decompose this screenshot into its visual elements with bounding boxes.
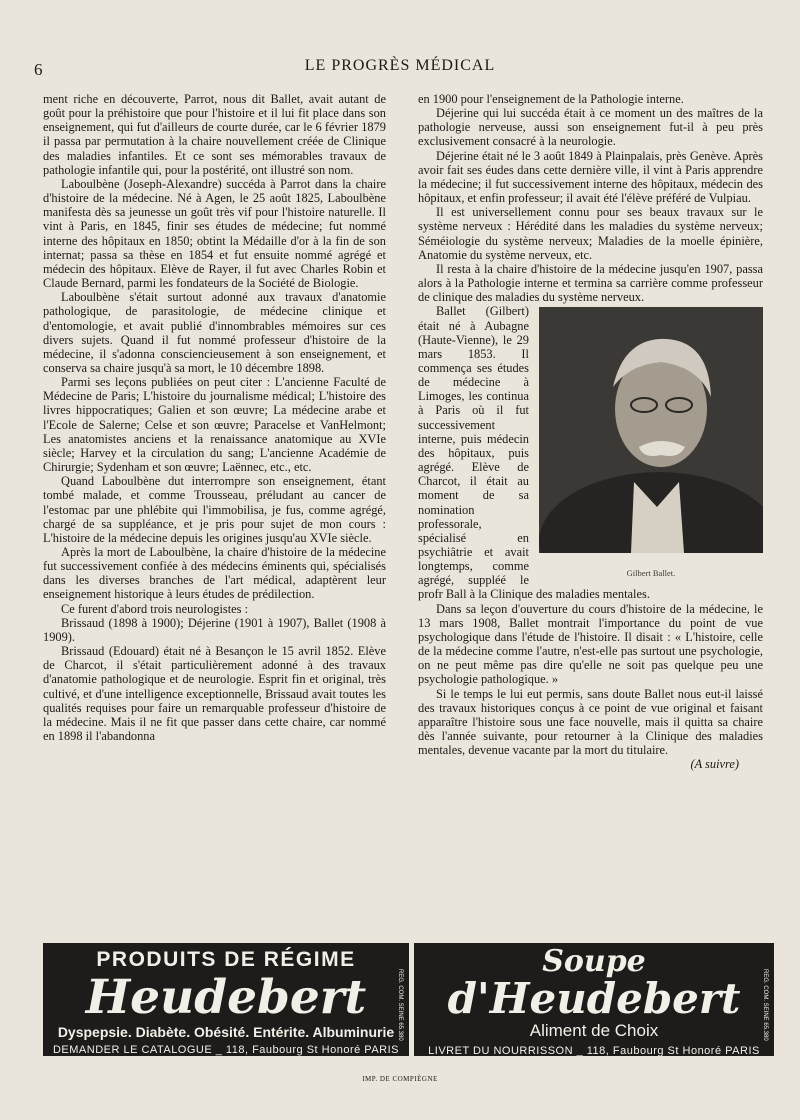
paragraph: Après la mort de Laboulbène, la chaire d'histoire de la médecine fut successivement confiée à des médecins éminents qui, spécialisés dans les diverses branches de l'art médical, adaptèrent leur enseignement historique à leurs études de prédilection. bbox=[43, 545, 386, 602]
portrait-illustration bbox=[539, 307, 763, 553]
paragraph: Ce furent d'abord trois neurologistes : bbox=[61, 601, 249, 616]
paragraph: Il est universellement connu pour ses beaux travaux sur le système nerveux : Hérédité dans les maladies du système nerveux; Séméiologie du système nerveux; Maladies de la moelle épinière, Anatomie du système nerveux, etc. bbox=[418, 205, 763, 262]
paragraph: en 1900 pour l'enseignement de la Pathologie interne. bbox=[418, 92, 684, 106]
paragraph: Brissaud (1898 à 1900); Déjerine (1901 à 1907), Ballet (1908 à 1909). bbox=[43, 615, 386, 644]
ad-registration: REG. COM. SEINE 65.380 bbox=[762, 969, 768, 1041]
paragraph: Laboulbène (Joseph-Alexandre) succéda à Parrot dans la chaire d'histoire de la médecine. Né à Agen, le 25 août 1825, Laboulbène manifesta dès sa jeunesse un goût très vif pour l'histoire naturelle. Il vint à Paris, en 1845, finir ses études de médecine; fut nommé interne des hôpitaux en 1850; obtint la Médaille d'or à la fin de son internat; passa sa thèse en 1854 et fut ensuite nommé agrégé et médecin des hôpitaux. Elève de Rayer, il fut avec Charles Robin et Claude Bernard, parmi les fondateurs de la Société de Biologie. bbox=[43, 176, 386, 291]
ad-heading: Soupe bbox=[542, 944, 646, 979]
paragraph: Parmi ses leçons publiées on peut citer : L'ancienne Faculté de Médecine de Paris; L'histoire du journalisme médical; L'histoire des livres hippocratiques; Galien et son œuvre; La médecine arabe et l'Ecole de Salerne; Celse et son œuvre; Paracelse et VanHelmont; Les anatomistes anciens et la renaissance anatomique au XVIe siècle; Harvey et la circulation du sang; L'ancienne Académie de Chirurgie; Sydenham et son œuvre; Laënnec, etc., etc. bbox=[43, 375, 386, 475]
imprint: IMP. DE COMPIÈGNE bbox=[362, 1075, 438, 1083]
right-column bbox=[418, 92, 763, 772]
left-column bbox=[43, 92, 386, 743]
paragraph: Ballet (Gilbert) était né à Aubagne (Haute-Vienne), le 29 mars 1853. Il commença ses études de médecine à Limoges, les continua à Paris où il fut successivement interne, puis médecin des hôpitaux, puis agrégé. Elève de Charcot, il était au moment de sa nomination professorale, spécialisé en psychiâtrie et avait longtemps, comme agrégé, suppléé le profr Ball à la Clinique des maladies mentales. bbox=[418, 304, 650, 602]
running-head: LE PROGRÈS MÉDICAL bbox=[304, 57, 496, 74]
paragraph: Laboulbène s'était surtout adonné aux travaux d'anatomie pathologique, de parasitologie, de médecine clinique et d'entomologie, et avait publié d'innombrables mémoires sur ces divers sujets. Quand il fut nommé professeur d'histoire de la médecine, il s'adonna consciencieusement à son enseignement, et conserva sa chaire jusqu'à sa mort, le 10 décembre 1898. bbox=[43, 290, 386, 375]
paragraph: Déjerine était né le 3 août 1849 à Plainpalais, près Genève. Après avoir fait ses éudes dans cette dernière ville, il vint à Paris apprendre la médecine; il fut successivement interne des hôpitaux, médecin des hôpitaux, et enfin professeur; il avait été l'élève préféré de Vulpiau. bbox=[418, 148, 763, 206]
advertisement-heudebert-soup bbox=[414, 943, 774, 1056]
page-number: 6 bbox=[34, 60, 43, 79]
paragraph: Déjerine qui lui succéda était à ce moment un des maîtres de la pathologie nerveuse, aussi son enseignement fut-il à peu près exclusivement consacré à la neurologie. bbox=[418, 106, 763, 149]
ad-brand: d'Heudebert bbox=[447, 974, 741, 1023]
ad-list: Dyspepsie. Diabète. Obésité. Entérite. Albuminurie bbox=[57, 1024, 395, 1040]
paragraph: Quand Laboulbène dut interrompre son enseignement, étant tombé malade, et comme Trousseau, préludant au cancer de l'estomac par une phlébite qui l'immobilisa, je fus, comme agrégé, chargé de sa suppléance, et je pris pour sujet de mon cours : L'histoire de la médecine depuis les origines jusqu'au XVIe siècle. bbox=[43, 474, 386, 545]
paragraph: Il resta à la chaire d'histoire de la médecine jusqu'en 1907, passa alors à la Pathologie interne et termina sa carrière comme professeur de clinique des maladies du système nerveux. bbox=[418, 261, 763, 305]
paragraph: Dans sa leçon d'ouverture du cours d'histoire de la médecine, le 13 mars 1908, Ballet montrait l'importance du point de vue psychologique dans l'étude de l'histoire. Il disait : « L'histoire, celle de la médecine comme l'autre, n'est-elle pas surtout une psychologie, on ne peut même pas dire qu'elle ne soit pas quelque peu une psychologie pathologique. » bbox=[418, 601, 763, 687]
portrait-photo bbox=[539, 307, 763, 553]
ad-address: DEMANDER LE CATALOGUE _ 118, Faubourg St Honoré PARIS bbox=[52, 1044, 400, 1056]
paragraph: ment riche en découverte, Parrot, nous dit Ballet, avait autant de goût pour la préhistoire que pour l'histoire et il lui fit place dans son enseignement, qui fut d'ailleurs de courte durée, car le 6 février 1879 il passa par permutation à la chaire nouvellement créée de Clinique des maladies infantiles. Et ce sont ses mémorables travaux de pathologie infantile qui, pour la postérité, ont illustré son nom. bbox=[43, 92, 386, 177]
to-be-continued: (A suivre) bbox=[690, 757, 739, 772]
ad-address: LIVRET DU NOURRISSON _ 118, Faubourg St Honoré PARIS bbox=[428, 1045, 760, 1056]
ad-brand: Heudebert bbox=[85, 970, 367, 1025]
ad-registration: REG. COM. SEINE 65.380 bbox=[397, 969, 403, 1041]
paragraph: Si le temps le lui eut permis, sans doute Ballet nous eut-il laissé des travaux historiques conçus à ce point de vue original et faisant apparaître l'histoire sous une face nouvelle, mais il quitta sa chaire dès l'année suivante, pour retourner à la Clinique des maladies mentales, devenue vacante par la mort du titulaire. bbox=[418, 686, 763, 758]
advertisement-heudebert-products bbox=[43, 943, 409, 1056]
portrait-figure bbox=[539, 307, 763, 580]
ad-subtitle: Aliment de Choix bbox=[529, 1021, 659, 1040]
paragraph: Brissaud (Edouard) était né à Besançon le 15 avril 1852. Elève de Charcot, il s'était particulièrement adonné à des travaux d'anatomie pathologique et de neurologie. Esprit fin et original, très cultivé, et d'une intelligence exceptionnelle, Brissaud avait toutes les qualités requises pour faire un remarquable professeur d'histoire de la médecine. Mais il ne fit que passer dans cette chaire, car nommé en 1898 il l'abandonna bbox=[43, 644, 386, 744]
photo-caption: Gilbert Ballet. bbox=[626, 568, 676, 579]
ad-heading: PRODUITS DE RÉGIME bbox=[96, 948, 356, 971]
